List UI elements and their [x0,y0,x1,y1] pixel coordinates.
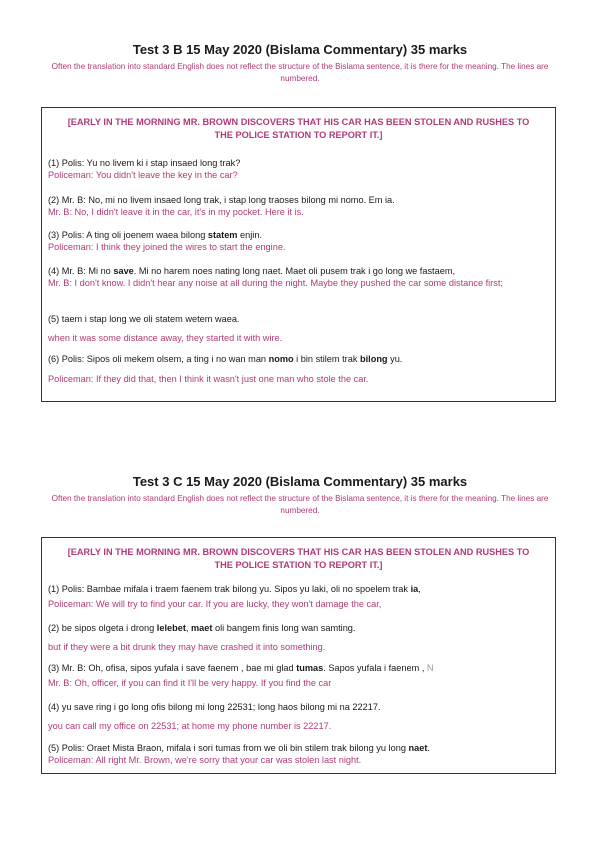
section-b-heading: [EARLY IN THE MORNING MR. BROWN DISCOVERS THAT HIS CAR HAS BEEN STOLEN AND RUSHES TO THE POLICE STATION TO REPORT IT.] [67,117,530,140]
b-line-2-bislama: (2) Mr. B: No, mi no livem insaed long trak, i stap long traoses bilong mi nomo. Em ia. [48,195,395,205]
c-line-1-english: Policeman: We will try to find your car. If you are lucky, they won't damage the car, [48,599,382,609]
c-line-2-bislama: (2) be sipos olgeta i drong lelebet, maet oli bangem finis long wan samting. [48,623,356,633]
section-b-box [41,107,556,402]
section-c [0,474,600,517]
b-line-2-english: Mr. B: No, I didn't leave it in the car, it's in my pocket. Here it is. [48,207,304,217]
c-line-4-english: you can call my office on 22531; at home my phone number is 22217. [48,721,332,731]
b-line-3-bislama: (3) Polis: A ting oli joenem waea bilong statem enjin. [48,230,263,240]
section-c-heading: [EARLY IN THE MORNING MR. BROWN DISCOVERS THAT HIS CAR HAS BEEN STOLEN AND RUSHES TO THE POLICE STATION TO REPORT IT.] [67,547,530,570]
section-b-title: Test 3 B 15 May 2020 (Bislama Commentary) 35 marks [132,42,468,57]
section-c-box [41,537,556,774]
b-line-5-english: when it was some distance away, they started it with wire. [48,333,283,343]
b-line-1-english: Policeman: You didn't leave the key in the car? [48,170,238,180]
c-line-3-bislama: (3) Mr. B: Oh, ofisa, sipos yufala i save faenem , bae mi glad tumas. Sapos yufala i faenem , N [48,663,434,673]
b-line-1-bislama: (1) Polis: Yu no livem ki i stap insaed long trak? [48,158,241,168]
b-line-5-bislama: (5) taem i stap long we oli statem wetem waea. [48,314,240,324]
c-line-1-bislama: (1) Polis: Bambae mifala i traem faenem trak bilong yu. Sipos yu laki, oli no spoelem trak ia, [48,584,421,594]
section-c-note: Often the translation into standard English does not reflect the structure of the Bislama sentence, it is there for the meaning. The lines are numbered. [51,494,549,515]
section-b [0,42,600,85]
b-line-6-bislama: (6) Polis: Sipos oli mekem olsem, a ting i no wan man nomo i bin stilem trak bilong yu. [48,354,403,364]
c-line-2-english: but if they were a bit drunk they may have crashed it into something. [48,642,326,652]
c-line-4-bislama: (4) yu save ring i go long ofis bilong mi long 22531; long haos bilong mi na 22217. [48,702,381,712]
b-line-4-english: Mr. B: I don't know. I didn't hear any noise at all during the night. Maybe they pushed the car some distance first; [48,278,503,288]
b-line-6-english: Policeman: If they did that, then I think it wasn't just one man who stole the car. [48,374,369,384]
b-line-4-bislama: (4) Mr. B: Mi no save. Mi no harem noes nating long naet. Maet oli pusem trak i go long we fastaem, [48,266,456,276]
c-line-5-bislama: (5) Polis: Oraet Mista Braon, mifala i sori tumas from we oli bin stilem trak bilong yu long naet. [48,743,430,753]
c-line-5-english: Policeman: All right Mr. Brown, we're sorry that your car was stolen last night. [48,755,362,765]
b-line-3-english: Policeman: I think they joined the wires to start the engine. [48,242,286,252]
c-line-3-english: Mr. B: Oh, officer, if you can find it I'll be very happy. If you find the car [48,678,332,688]
section-b-note: Often the translation into standard English does not reflect the structure of the Bislama sentence, it is there for the meaning. The lines are numbered. [51,62,549,83]
section-c-title: Test 3 C 15 May 2020 (Bislama Commentary) 35 marks [132,474,468,489]
